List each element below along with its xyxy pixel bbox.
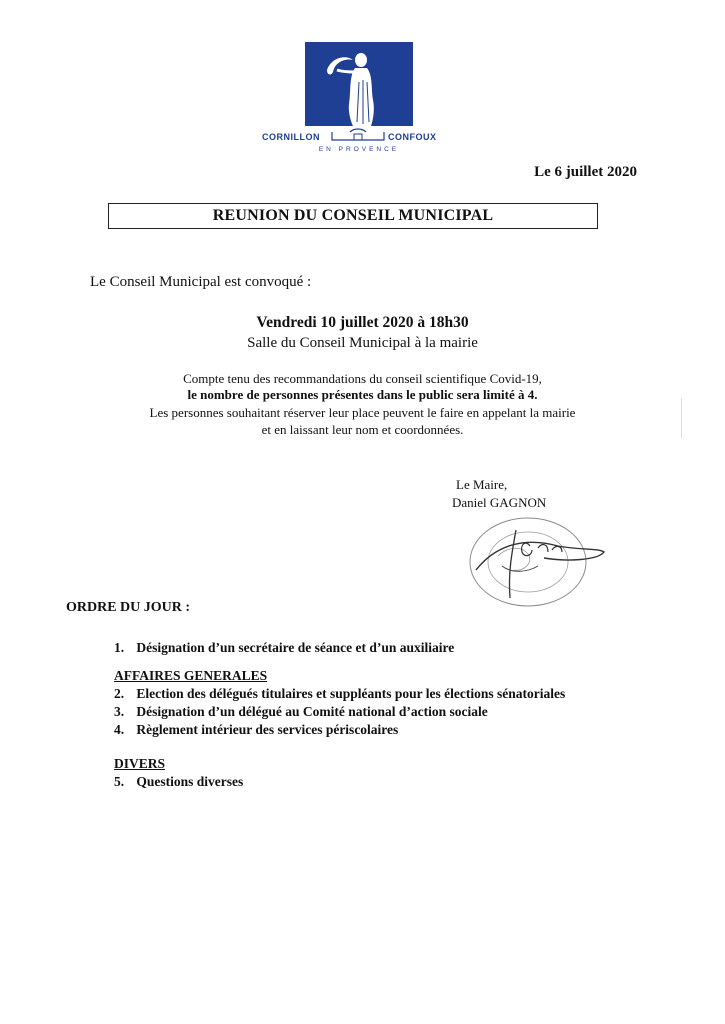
- covid-notice-limit: le nombre de personnes présentes dans le public sera limité à 4.: [187, 387, 538, 402]
- section-heading-misc: DIVERS: [114, 756, 166, 771]
- mayor-name: Daniel GAGNON: [452, 495, 547, 510]
- meeting-place: Salle du Conseil Municipal à la mairie: [247, 335, 478, 351]
- agenda-item-number: 3.: [114, 704, 125, 719]
- logo-subtitle: EN PROVENCE: [318, 146, 400, 153]
- scan-artifact-divider: [681, 398, 682, 438]
- agenda-item: [114, 640, 454, 656]
- mayor-role: Le Maire,: [456, 477, 508, 492]
- document-date: Le 6 juillet 2020: [534, 164, 637, 180]
- mayor-stamp-signature: [458, 512, 608, 612]
- statue-base-icon: [330, 128, 386, 144]
- agenda-item-number: 5.: [114, 774, 125, 789]
- section-heading-general: AFFAIRES GENERALES: [114, 668, 268, 683]
- agenda-item: [114, 704, 488, 720]
- agenda-title: ORDRE DU JOUR :: [66, 600, 191, 615]
- agenda-item-number: 1.: [114, 640, 125, 655]
- covid-notice-line: Les personnes souhaitant réserver leur place peuvent le faire en appelant la mairie: [149, 405, 576, 420]
- covid-notice-line: et en laissant leur nom et coordonnées.: [261, 422, 464, 437]
- agenda-item-text: Election des délégués titulaires et suppléants pour les élections sénatoriales: [136, 686, 566, 701]
- town-logo: [305, 42, 413, 126]
- agenda-item-text: Désignation d’un délégué au Comité national d’action sociale: [136, 704, 488, 719]
- logo-word-right: CONFOUX: [388, 132, 437, 142]
- meeting-date: Vendredi 10 juillet 2020 à 18h30: [256, 314, 469, 331]
- agenda-item-text: Questions diverses: [136, 774, 244, 789]
- covid-notice-line: Compte tenu des recommandations du conseil scientifique Covid-19,: [183, 371, 542, 386]
- convocation-text: Le Conseil Municipal est convoqué :: [90, 274, 312, 290]
- agenda-item-number: 4.: [114, 722, 125, 737]
- document-title: REUNION DU CONSEIL MUNICIPAL: [108, 203, 598, 229]
- agenda-item: [114, 774, 243, 790]
- agenda-item-text: Règlement intérieur des services périscolaires: [136, 722, 399, 737]
- agenda-item: [114, 722, 398, 738]
- agenda-item-number: 2.: [114, 686, 125, 701]
- statue-icon: [305, 42, 413, 126]
- agenda-item-text: Désignation d’un secrétaire de séance et d’un auxiliaire: [136, 640, 455, 655]
- agenda-item: [114, 686, 565, 702]
- logo-word-left: CORNILLON: [262, 132, 320, 142]
